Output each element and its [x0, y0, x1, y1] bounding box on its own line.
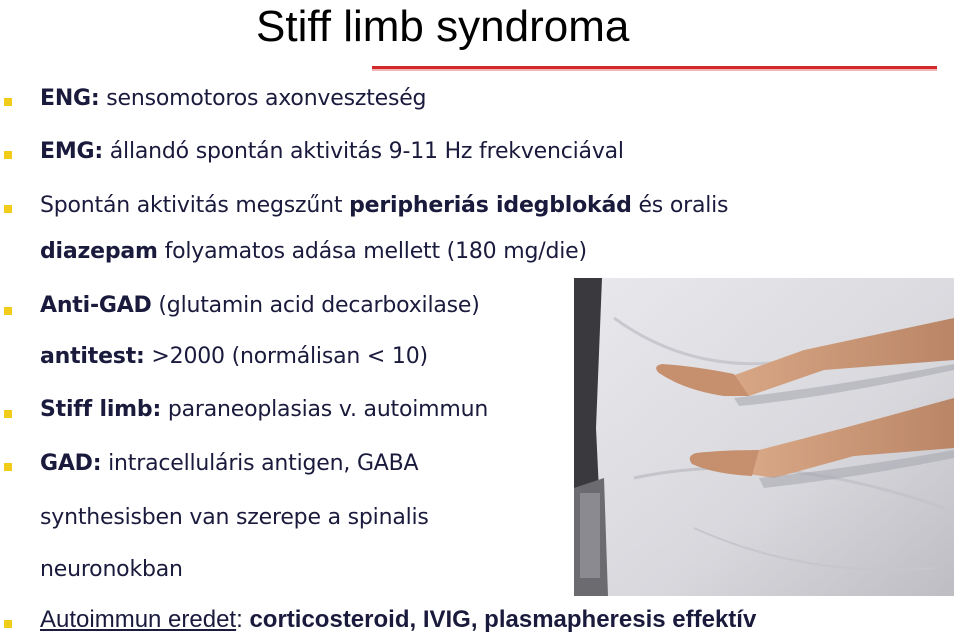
bullet-marker	[4, 620, 12, 628]
bullet-marker	[4, 151, 12, 159]
bullet-antitest-text: >2000 (normálisan < 10)	[144, 344, 428, 369]
slide-title: Stiff limb syndroma	[256, 2, 630, 51]
patient-legs-photo	[574, 278, 954, 596]
bullet-autoimmun-sep: :	[236, 606, 250, 633]
bullet-antigad-text: (glutamin acid decarboxilase)	[151, 293, 480, 318]
title-underline-shadow	[372, 69, 937, 71]
bullet-spontan-line2	[40, 239, 587, 264]
bullet-stifflimb-text: paraneoplasias v. autoimmun	[161, 397, 489, 422]
bullet-gad-line2: synthesisben van szerepe a spinalis	[40, 505, 429, 530]
bullet-antigad-bold: Anti-GAD	[40, 293, 152, 318]
bullet-marker	[4, 463, 12, 471]
bullet-gad-text: intracelluláris antigen, GABA	[101, 451, 419, 476]
bullet-antitest-bold: antitest:	[40, 344, 145, 369]
bullet-gad-bold: GAD:	[40, 451, 102, 476]
bullet-spontan-bold: peripheriás idegblokád	[349, 193, 632, 218]
bullet-spontan-text: és oralis	[631, 193, 729, 218]
bullet-autoimmun	[40, 606, 756, 634]
bullet-spontan-pre: Spontán aktivitás megszűnt	[40, 193, 350, 218]
bullet-marker	[4, 410, 12, 418]
bullet-marker	[4, 98, 12, 106]
bullet-spontan-line1	[40, 193, 728, 218]
patient-legs-illustration	[574, 278, 954, 596]
bullet-autoimmun-bold: corticosteroid, IVIG, plasmapheresis effektív	[249, 606, 757, 633]
bullet-autoimmun-underlined: Autoimmun eredet	[40, 606, 237, 633]
bullet-antigad-line2	[40, 344, 428, 369]
bullet-eng-label: ENG:	[40, 86, 100, 111]
bullet-emg-text: állandó spontán aktivitás 9-11 Hz frekvenciával	[102, 139, 624, 164]
bullet-antigad-line1	[40, 293, 480, 318]
bullet-marker	[4, 205, 12, 213]
bullet-emg-label: EMG:	[40, 139, 103, 164]
bullet-gad-line1	[40, 451, 418, 476]
bullet-gad-line3: neuronokban	[40, 557, 183, 582]
bullet-diazepam-text: folyamatos adása mellett (180 mg/die)	[157, 239, 587, 264]
bullet-stifflimb	[40, 397, 488, 422]
bullet-emg	[40, 139, 624, 164]
bullet-marker	[4, 307, 12, 315]
bullet-eng	[40, 86, 426, 111]
bullet-stifflimb-bold: Stiff limb:	[40, 397, 162, 422]
bullet-diazepam-bold: diazepam	[40, 239, 158, 264]
bullet-eng-text: sensomotoros axonveszteség	[99, 86, 427, 111]
